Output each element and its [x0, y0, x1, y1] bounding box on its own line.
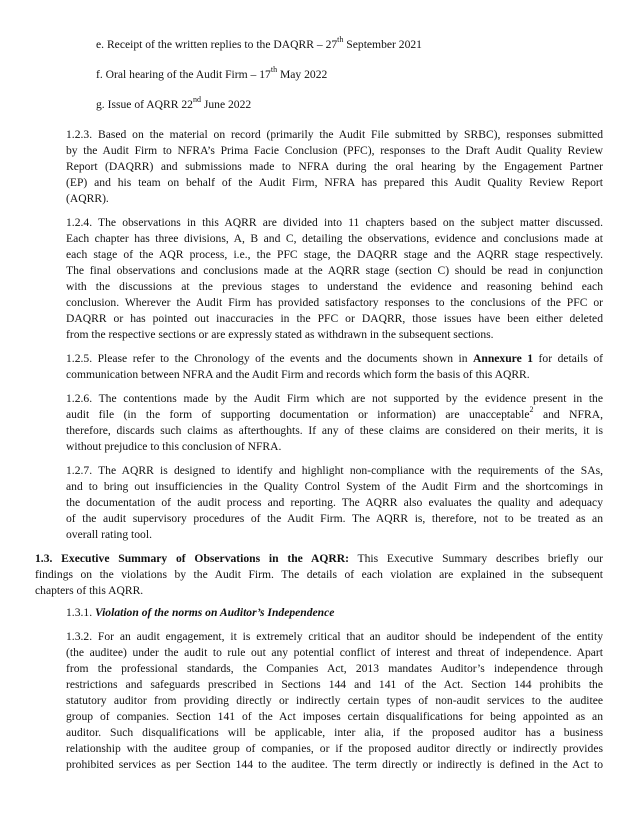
text-line: audit file (in the form of supporting documentation or information) are unacceptable$^2$ and NFRA, — [66, 405, 603, 421]
chronology-item-f: f. Oral hearing of the Audit Firm – 17th May 2022 — [96, 65, 328, 81]
text-line: without prejudice to this conclusion of NFRA. — [66, 440, 282, 453]
text-line: relationship with the auditee group of companies, or if the proposed auditor directly or indirectly provides — [66, 742, 603, 755]
text-line: from the respective sections or are expressly stated as withdrawn in the subsequent sections. — [66, 328, 494, 341]
footnote-marker: 2 — [529, 405, 534, 415]
text-line: findings on the violations by the Audit Firm. The details of each violation are explained in the subsequent — [35, 568, 603, 581]
text-line: communication between NFRA and the Audit Firm and records which form the basis of this AQRR. — [66, 368, 530, 381]
text-line: and to bring out insufficiencies in the Quality Control System of the Audit Firm and the shortcomings in — [66, 480, 603, 493]
text-line: 1.3.2. For an audit engagement, it is extremely critical that an auditor should be independent of the entity — [66, 630, 603, 643]
section-heading: 1.3. Executive Summary of Observations in the AQRR: — [35, 552, 349, 565]
text-line: 1.2.4. The observations in this AQRR are divided into 11 chapters based on the subject matter discussed. — [66, 216, 603, 229]
text-line: statutory auditor from providing directly or indirectly certain types of non-audit services to the auditee — [66, 694, 603, 707]
text-line: each stage of the AQR process, i.e., the PFC stage, the DAQRR stage and the AQRR stage respectively. — [66, 248, 603, 261]
text-line: restrictions and safeguards prescribed in Sections 144 and 141 of the Act. Section 144 prohibits the — [66, 678, 603, 691]
annexure-reference: Annexure 1 — [473, 352, 534, 365]
text-line: Each chapter has three divisions, A, B and C, detailing the observations, evidence and conclusions made at — [66, 232, 603, 245]
text-line: overall rating tool. — [66, 528, 152, 541]
text-line: 1.2.7. The AQRR is designed to identify and highlight non-compliance with the requirements of the SAs, — [66, 464, 603, 477]
text-line: auditor. Such disqualifications will be applicable, inter alia, if the proposed auditor has a business — [66, 726, 603, 739]
text-line: conclusion. Wherever the Audit Firm has provided satisfactory responses to the conclusions of the PFC or — [66, 296, 603, 309]
text-line: Report (DAQRR) and submissions made to NFRA during the oral hearing by the Engagement Partner — [66, 160, 603, 173]
text-line: with the discussions at the previous stages to understand the evidence and reasoning behind each — [66, 280, 603, 293]
text-line: group of companies. Section 141 of the Act imposes certain disqualifications for being appointed as an — [66, 710, 603, 723]
text-line: (AQRR). — [66, 192, 109, 205]
text-line: 1.2.6. The contentions made by the Audit Firm which are not supported by the evidence present in the — [66, 392, 603, 405]
text-line: (EP) and his team on behalf of the Audit Firm, NFRA has prepared this Audit Quality Review Report — [66, 176, 603, 189]
text-line: of the audit supervisory procedures of the Audit Firm. The AQRR is, therefore, not to be treated as an — [66, 512, 603, 525]
text-line: (the auditee) under the audit to rule out any potential conflict of interest and threat of independence. Apart — [66, 646, 603, 659]
text-line: chapters of this AQRR. — [35, 584, 144, 597]
chronology-item-e: e. Receipt of the written replies to the DAQRR – 27th September 2021 — [96, 35, 422, 51]
text-line: therefore, discards such claims as afterthoughts. If any of these claims are considered on their merits, it is — [66, 424, 603, 437]
text-line: 1.2.5. Please refer to the Chronology of the events and the documents shown in Annexure 1 for details of — [66, 352, 603, 365]
text-line: 1.3. Executive Summary of Observations in the AQRR: This Executive Summary describes briefly our — [35, 552, 604, 565]
text-line: the documentation of the audit process and reporting. The AQRR also evaluates the quality and adequacy — [66, 496, 603, 509]
text-line: by the Audit Firm to NFRA’s Prima Facie Conclusion (PFC), responses to the Draft Audit Quality Review — [66, 144, 603, 157]
text-line: prohibited services as per Section 144 to the auditee. The term directly or indirectly is defined in the Act to — [66, 758, 603, 771]
text-line: from the professional standards, the Companies Act, 2013 mandates Auditor’s independence through — [66, 662, 603, 675]
text-line: The final observations and conclusions made at the AQRR stage (section C) should be read in conjunction — [66, 264, 603, 277]
chronology-item-g: g. Issue of AQRR 22nd June 2022 — [96, 95, 252, 111]
text-line: DAQRR or has pointed out inaccuracies in the PFC or DAQRR, those issues have been either deleted — [66, 312, 603, 325]
subsection-1-3-1-heading: 1.3.1. Violation of the norms on Auditor’s Independence — [66, 606, 335, 619]
text-line: 1.2.3. Based on the material on record (primarily the Audit File submitted by SRBC), responses submitted — [66, 128, 603, 141]
